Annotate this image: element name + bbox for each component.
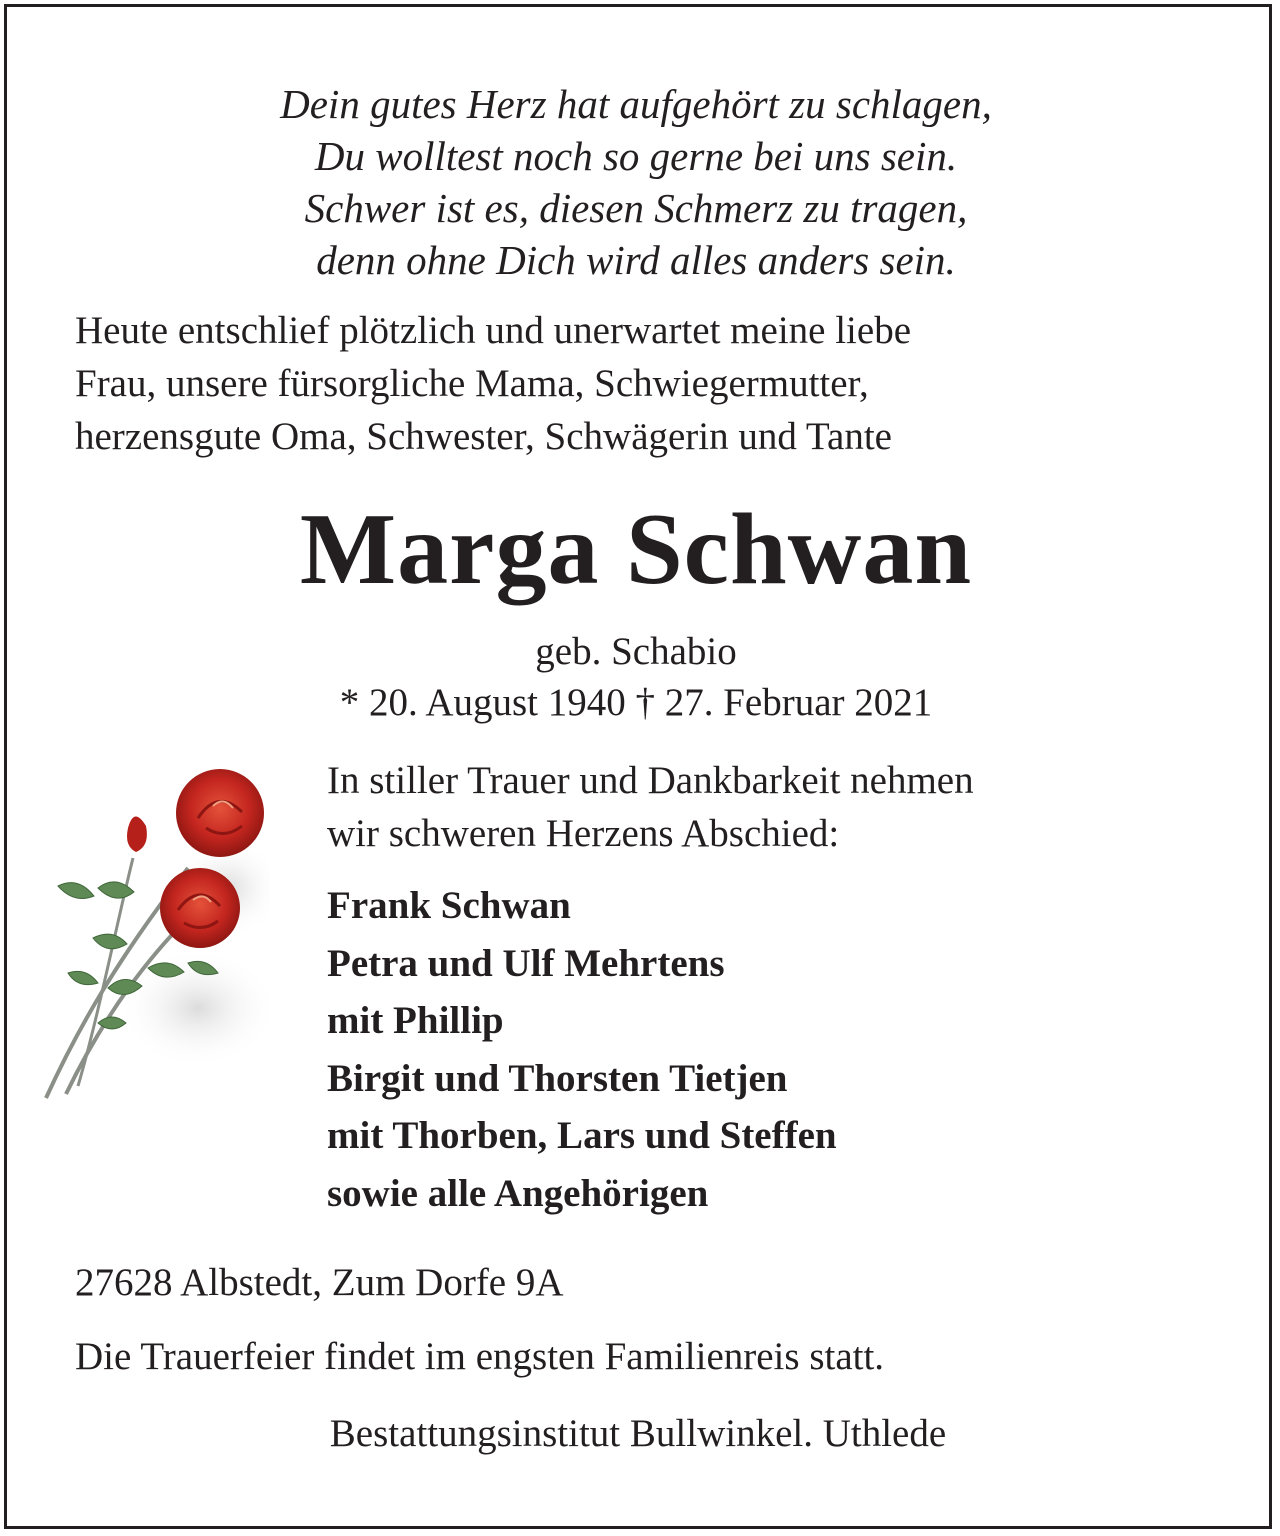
- announcement-line: Heute entschlief plötzlich und unerwartet meine liebe: [75, 309, 912, 352]
- maiden-name: geb. Schabio: [535, 630, 737, 673]
- poem-line: denn ohne Dich wird alles anders sein.: [316, 237, 956, 283]
- mourner-line: sowie alle Angehörigen: [327, 1171, 709, 1215]
- mourner-line: Frank Schwan: [327, 884, 571, 927]
- mourner-line: mit Phillip: [327, 999, 504, 1042]
- deceased-name: Marga Schwan: [299, 493, 973, 606]
- announcement-line: herzensgute Oma, Schwester, Schwägerin und Tante: [75, 415, 892, 458]
- farewell-line: wir schweren Herzens Abschied:: [327, 812, 840, 855]
- family-address: 27628 Albstedt, Zum Dorfe 9A: [75, 1261, 564, 1304]
- poem-line: Du wolltest noch so gerne bei uns sein.: [314, 133, 958, 179]
- mourners-list: [327, 877, 1227, 1222]
- farewell-line: In stiller Trauer und Dankbarkeit nehmen: [327, 759, 974, 802]
- ceremony-note: Die Trauerfeier findet im engsten Familienreis statt.: [75, 1335, 885, 1378]
- memorial-poem: [0, 78, 1272, 286]
- announcement-text: [75, 304, 1215, 463]
- undertaker-name: Bestattungsinstitut Bullwinkel. Uthlede: [329, 1412, 947, 1455]
- poem-line: Dein gutes Herz hat aufgehört zu schlagen,: [280, 81, 992, 127]
- mourner-line: Birgit und Thorsten Tietjen: [327, 1056, 788, 1100]
- life-dates: * 20. August 1940 † 27. Februar 2021: [339, 681, 933, 724]
- mourner-line: Petra und Ulf Mehrtens: [327, 941, 725, 985]
- announcement-line: Frau, unsere fürsorgliche Mama, Schwiegermutter,: [75, 362, 869, 405]
- poem-line: Schwer ist es, diesen Schmerz zu tragen,: [304, 185, 968, 231]
- farewell-text: [327, 754, 1227, 860]
- mourner-line: mit Thorben, Lars und Steffen: [327, 1114, 837, 1157]
- roses-illustration: [38, 768, 270, 1102]
